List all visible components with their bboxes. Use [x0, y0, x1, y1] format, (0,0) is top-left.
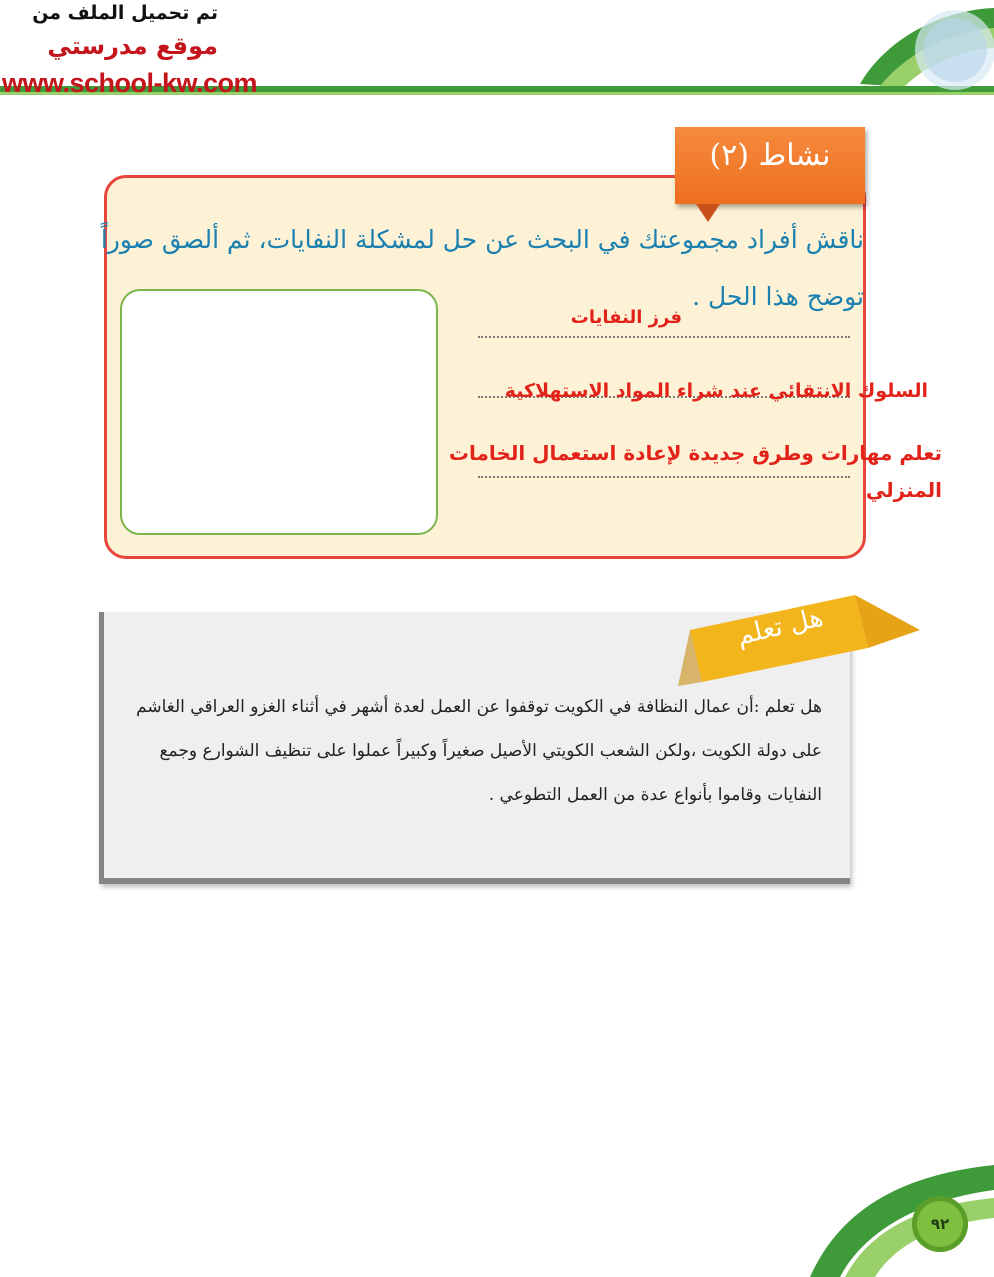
- did-you-know-title: هل تعلم: [734, 602, 826, 652]
- did-you-know-line2: على دولة الكويت ،ولكن الشعب الكويتي الأصيل صغيراً وكبيراً عملوا على تنظيف الشوارع وجمع: [159, 741, 822, 761]
- footer-decoration: [800, 1120, 994, 1277]
- activity-instruction-line1: ناقش أفراد مجموعتك في البحث عن حل لمشكلة النفايات، ثم ألصق صوراً: [100, 225, 864, 254]
- page-number: ٩٢: [912, 1196, 968, 1252]
- watermark-line1: تم تحميل الملف من: [32, 2, 218, 24]
- did-you-know-line3: النفايات وقاموا بأنواع عدة من العمل التطوعي .: [488, 785, 822, 805]
- answer-1: فرز النفايات: [570, 307, 682, 328]
- photo-placeholder-frame: [120, 289, 438, 535]
- answer-2: السلوك الانتقائي عند شراء المواد الاستهلاكية: [504, 380, 928, 402]
- answer-3: تعلم مهارات وطرق جديدة لإعادة استعمال الخامات: [448, 441, 942, 465]
- activity-tab-fold: [696, 204, 720, 222]
- watermark-line2: موقع مدرستي: [47, 32, 218, 60]
- answer-4: المنزلي: [865, 478, 942, 502]
- activity-title: نشاط (٢): [709, 138, 831, 173]
- watermark-url[interactable]: www.school-kw.com: [2, 68, 258, 98]
- activity-instruction-line2: توضح هذا الحل .: [692, 282, 864, 311]
- did-you-know-line1: هل تعلم :أن عمال النظافة في الكويت توقفوا عن العمل لعدة أشهر في أثناء الغزو العراقي الغاشم: [136, 697, 822, 717]
